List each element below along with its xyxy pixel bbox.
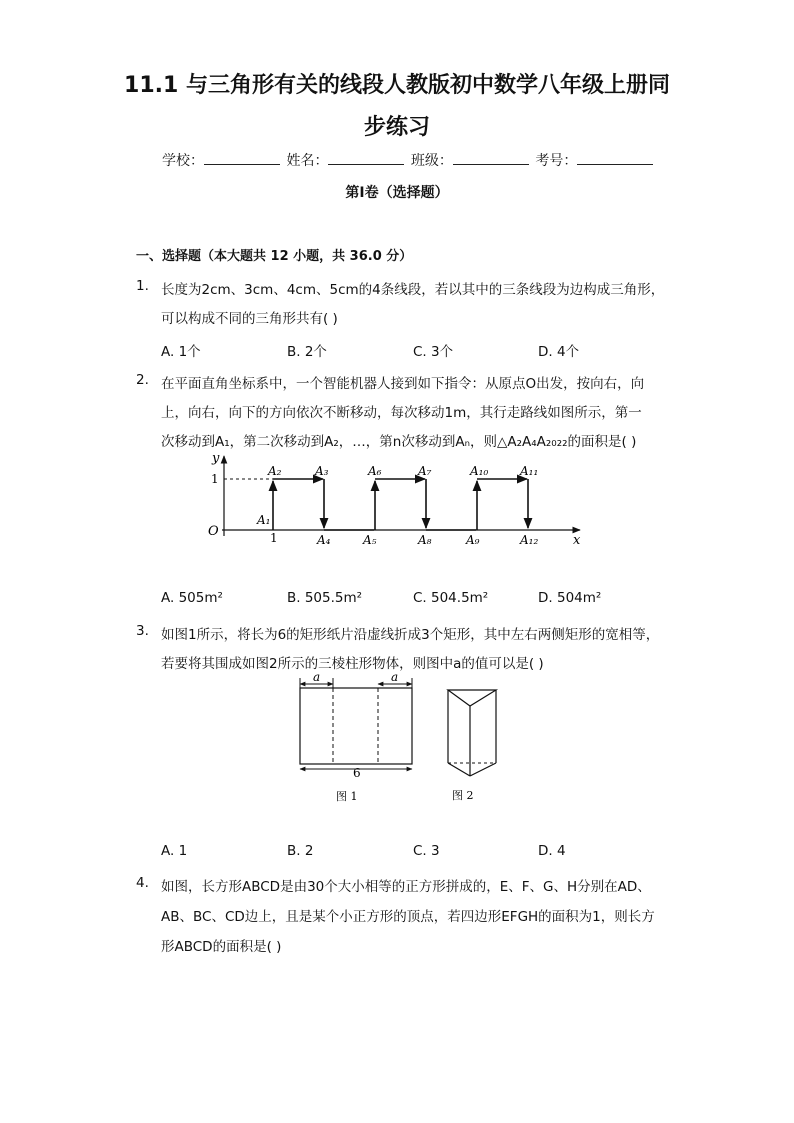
label-a3: A₃	[315, 464, 329, 478]
question-2-option-b[interactable]: B. 505.5m²	[287, 590, 363, 606]
question-1-option-c[interactable]: C. 3个	[413, 344, 454, 360]
question-1-line-1: 长度为2cm、3cm、4cm、5cm的4条线段，若以其中的三条线段为边构成三角形，	[161, 282, 665, 298]
section-heading: 一、选择题（本大题共 12 小题，共 36.0 分）	[136, 249, 413, 264]
label-a7: A₇	[418, 464, 432, 478]
label-a11: A₁₁	[520, 464, 539, 478]
question-2-option-a[interactable]: A. 505m²	[161, 590, 223, 606]
question-1-option-b[interactable]: B. 2个	[287, 344, 327, 360]
label-a5: A₅	[363, 533, 377, 547]
question-2-line-3: 次移动到A₁，第二次移动到A₂，…，第n次移动到Aₙ，则△A₂A₄A₂₀₂₂的面积是( )	[161, 434, 637, 450]
student-info-row	[162, 150, 655, 170]
question-3-line-2: 若要将其围成如图2所示的三棱柱形物体，则图中a的值可以是( )	[161, 656, 544, 672]
label-a12: A₁₂	[520, 533, 539, 547]
question-1-number: 1.	[136, 278, 149, 294]
x-axis-label: x	[573, 533, 581, 548]
doc-title-line2: 步练习	[363, 115, 430, 140]
question-3-number: 3.	[136, 623, 149, 639]
question-3-option-a[interactable]: A. 1	[161, 843, 188, 859]
question-3-option-b[interactable]: B. 2	[287, 843, 314, 859]
label-a4: A₄	[317, 533, 331, 547]
origin-label: O	[208, 524, 219, 539]
label-a1: A₁	[257, 513, 271, 527]
name-field[interactable]	[328, 151, 404, 165]
question-3-line-1: 如图1所示，将长为6的矩形纸片沿虚线折成3个矩形，其中左右两侧矩形的宽相等，	[161, 627, 660, 643]
paper-fold-figure	[290, 668, 510, 808]
question-3-option-c[interactable]: C. 3	[413, 843, 440, 859]
school-label: 学校：	[162, 153, 204, 169]
question-4-number: 4.	[136, 875, 149, 891]
prism-top	[448, 690, 496, 706]
paper-rectangle	[300, 688, 412, 764]
question-1-option-a[interactable]: A. 1个	[161, 344, 201, 360]
question-1-option-d[interactable]: D. 4个	[538, 344, 580, 360]
figure-2-caption: 图 2	[452, 789, 474, 802]
label-a9: A₉	[466, 533, 480, 547]
dim-a-right: a	[391, 670, 399, 684]
question-2-line-1: 在平面直角坐标系中，一个智能机器人接到如下指令：从原点O出发，按向右，向	[161, 376, 645, 392]
figure-1-caption: 图 1	[336, 790, 358, 803]
question-4-line-2: AB、BC、CD边上，且是某个小正方形的顶点，若四边形EFGH的面积为1，则长方	[161, 909, 655, 925]
dim-six: 6	[353, 766, 361, 780]
question-4-line-1: 如图，长方形ABCD是由30个大小相等的正方形拼成的，E、F、G、H分别在AD、	[161, 879, 651, 895]
class-label: 班级：	[410, 153, 453, 169]
question-1-line-2: 可以构成不同的三角形共有( )	[161, 311, 338, 327]
x-one-label: 1	[270, 531, 278, 545]
question-2-option-c[interactable]: C. 504.5m²	[413, 590, 489, 606]
robot-path-figure	[200, 448, 600, 552]
question-2-number: 2.	[136, 372, 149, 388]
volume-heading: 第I卷（选择题）	[345, 185, 449, 201]
id-label: 考号：	[535, 153, 578, 169]
id-field[interactable]	[577, 151, 653, 165]
doc-title-line1: 11.1 与三角形有关的线段人教版初中数学八年级上册同	[124, 73, 670, 98]
name-label: 姓名：	[286, 153, 329, 169]
y-one-label: 1	[211, 472, 219, 486]
label-a6: A₆	[368, 464, 382, 478]
label-a2: A₂	[268, 464, 282, 478]
class-field[interactable]	[453, 151, 529, 165]
question-3-option-d[interactable]: D. 4	[538, 843, 566, 859]
question-4-line-3: 形ABCD的面积是( )	[161, 939, 282, 955]
school-field[interactable]	[204, 151, 280, 165]
y-axis-label: y	[212, 451, 220, 466]
label-a8: A₈	[418, 533, 432, 547]
dim-a-left: a	[313, 670, 321, 684]
question-2-line-2: 上，向右，向下的方向依次不断移动，每次移动1m，其行走路线如图所示，第一	[161, 405, 642, 421]
question-2-option-d[interactable]: D. 504m²	[538, 590, 602, 606]
label-a10: A₁₀	[470, 464, 489, 478]
